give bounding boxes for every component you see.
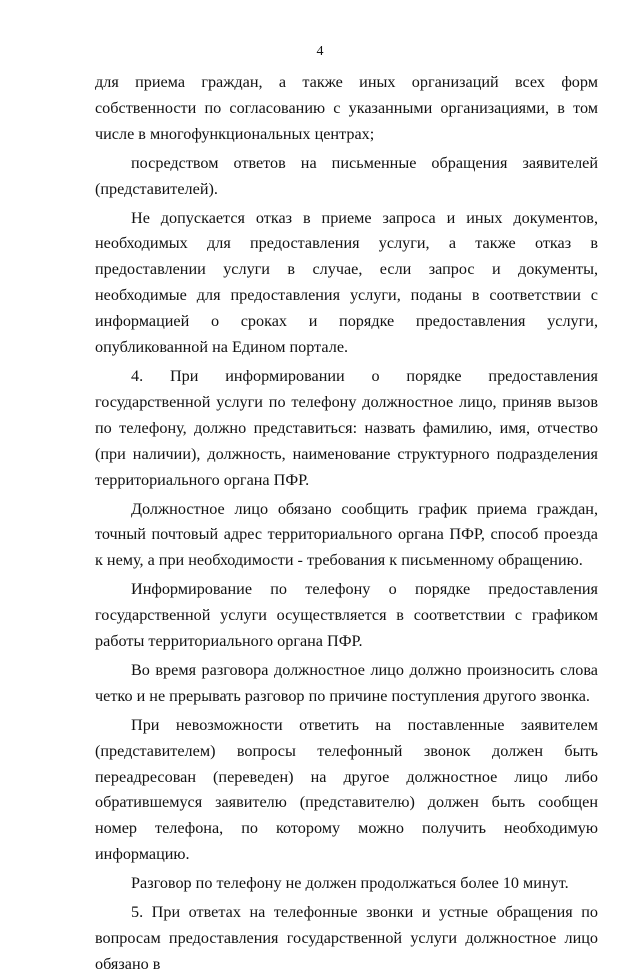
paragraph-official-duties: Должностное лицо обязано сообщить график приема граждан, точный почтовый адрес территориального органа ПФР, способ проезда к нему, а при необходимости - требования к письменному обращению. bbox=[95, 499, 598, 570]
paragraph-item-4: 4. При информировании о порядке предоставления государственной услуги по телефону должностное лицо, приняв вызов по телефону, должно представиться: назвать фамилию, имя, отчество (при наличии), должность, наименование структурного подразделения территориального органа ПФР. bbox=[95, 366, 598, 489]
paragraph-call-redirect: При невозможности ответить на поставленные заявителем (представителем) вопросы телефонный звонок должен быть переадресован (переведен) на другое должностное лицо либо обратившемуся заявителю (представителю) должен быть сообщен номер телефона, по которому можно получить необходимую информацию. bbox=[95, 715, 598, 864]
paragraph-phone-schedule: Информирование по телефону о порядке предоставления государственной услуги осуществляется в соответствии с графиком работы территориального органа ПФР. bbox=[95, 580, 598, 651]
paragraph-continuation: для приема граждан, а также иных организаций всех форм собственности по согласованию с указанными организациями, в том числе в многофункциональных центрах; bbox=[95, 73, 598, 143]
paragraph-written-requests: посредством ответов на письменные обращения заявителей (представителей). bbox=[95, 153, 598, 198]
page-number: 4 bbox=[316, 44, 324, 59]
paragraph-conversation-rules: Во время разговора должностное лицо должно произносить слова четко и не прерывать разговор по причине поступления другого звонка. bbox=[95, 660, 598, 705]
paragraph-refusal-not-allowed: Не допускается отказ в приеме запроса и иных документов, необходимых для предоставления услуги, а также отказ в предоставлении услуги в случае, если запрос и документы, необходимые для предоставления услуги, поданы в соответствии с информацией о сроках и порядке предоставления услуги, опубликованной на Едином портале. bbox=[95, 208, 598, 357]
paragraph-item-5: 5. При ответах на телефонные звонки и устные обращения по вопросам предоставления государственной услуги должностное лицо обязано в bbox=[95, 903, 598, 973]
document-body bbox=[95, 70, 598, 978]
paragraph-call-duration: Разговор по телефону не должен продолжаться более 10 минут. bbox=[131, 874, 569, 893]
